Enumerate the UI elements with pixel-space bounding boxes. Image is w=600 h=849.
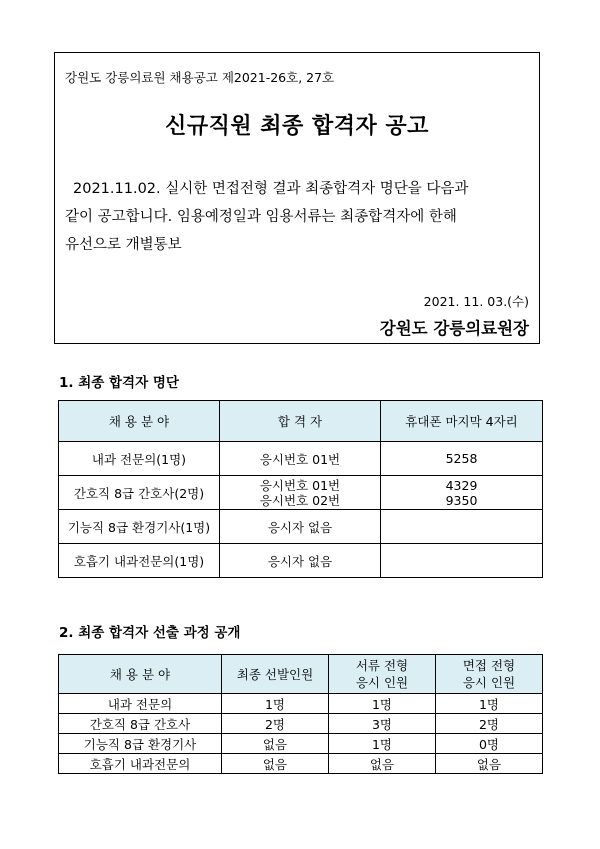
header-line: 응시 인원 xyxy=(355,675,409,690)
header-field: 채 용 분 야 xyxy=(59,401,220,442)
header-line: 서류 전형 xyxy=(355,658,409,673)
cell-applicant: 응시자 없음 xyxy=(220,510,381,544)
cell-final: 없음 xyxy=(222,754,329,774)
cell-phone: 5258 xyxy=(381,442,543,476)
cell-phone xyxy=(381,476,543,510)
notice-date: 2021. 11. 03.(수) xyxy=(423,294,529,309)
cell-applicant xyxy=(220,476,381,510)
cell-phone-line: 9350 xyxy=(445,492,478,508)
cell-applicant-line: 응시번호 02번 xyxy=(259,492,341,508)
table-row xyxy=(59,442,543,476)
table-row xyxy=(59,476,543,510)
cell-field: 호흡기 내과전문의 xyxy=(59,754,222,774)
cell-final: 2명 xyxy=(222,714,329,734)
notice-body-line: 유선으로 개별통보 xyxy=(65,237,182,253)
cell-field: 기능직 8급 환경기사(1명) xyxy=(59,510,220,544)
cell-document: 3명 xyxy=(329,714,436,734)
header-line: 면접 전형 xyxy=(462,658,516,673)
table-header-row xyxy=(59,655,543,694)
issuing-organization: 강원도 강릉의료원장 xyxy=(379,319,529,338)
notice-reference: 강원도 강릉의료원 채용공고 제2021-26호, 27호 xyxy=(65,70,335,85)
table-row xyxy=(59,510,543,544)
cell-field: 내과 전문의 xyxy=(59,694,222,714)
cell-field: 간호직 8급 간호사(2명) xyxy=(59,476,220,510)
header-interview xyxy=(436,655,543,694)
notice-body xyxy=(65,175,529,259)
cell-phone-line: 4329 xyxy=(445,477,478,493)
cell-field: 호흡기 내과전문의(1명) xyxy=(59,544,220,578)
notice-body-line: 같이 공고합니다. 임용예정일과 임용서류는 최종합격자에 한해 xyxy=(65,209,457,225)
cell-final: 없음 xyxy=(222,734,329,754)
cell-document: 없음 xyxy=(329,754,436,774)
header-phone: 휴대폰 마지막 4자리 xyxy=(381,401,543,442)
cell-field: 기능직 8급 환경기사 xyxy=(59,734,222,754)
final-applicants-table xyxy=(58,400,543,578)
table-row xyxy=(59,694,543,714)
table-header-row xyxy=(59,401,543,442)
section1-title: 1. 최종 합격자 명단 xyxy=(59,375,179,391)
header-line: 응시 인원 xyxy=(462,675,516,690)
cell-document: 1명 xyxy=(329,734,436,754)
table-row xyxy=(59,734,543,754)
header-final-selection: 최종 선발인원 xyxy=(222,655,329,694)
header-applicant: 합 격 자 xyxy=(220,401,381,442)
notice-title: 신규직원 최종 합격자 공고 xyxy=(165,114,429,139)
notice-box xyxy=(54,52,540,344)
table-row xyxy=(59,544,543,578)
notice-body-line: 2021.11.02. 실시한 면접전형 결과 최종합격자 명단을 다음과 xyxy=(73,181,469,197)
cell-interview: 없음 xyxy=(436,754,543,774)
cell-interview: 1명 xyxy=(436,694,543,714)
cell-interview: 2명 xyxy=(436,714,543,734)
table-row xyxy=(59,754,543,774)
cell-applicant-line: 응시번호 01번 xyxy=(259,477,341,493)
header-field: 채 용 분 야 xyxy=(59,655,222,694)
cell-phone xyxy=(381,510,543,544)
cell-final: 1명 xyxy=(222,694,329,714)
section2-title: 2. 최종 합격자 선출 과정 공개 xyxy=(59,625,241,641)
cell-field: 내과 전문의(1명) xyxy=(59,442,220,476)
selection-process-table xyxy=(58,654,543,774)
cell-document: 1명 xyxy=(329,694,436,714)
header-document-screening xyxy=(329,655,436,694)
cell-applicant: 응시번호 01번 xyxy=(220,442,381,476)
table-row xyxy=(59,714,543,734)
cell-field: 간호직 8급 간호사 xyxy=(59,714,222,734)
cell-phone xyxy=(381,544,543,578)
cell-interview: 0명 xyxy=(436,734,543,754)
cell-applicant: 응시자 없음 xyxy=(220,544,381,578)
